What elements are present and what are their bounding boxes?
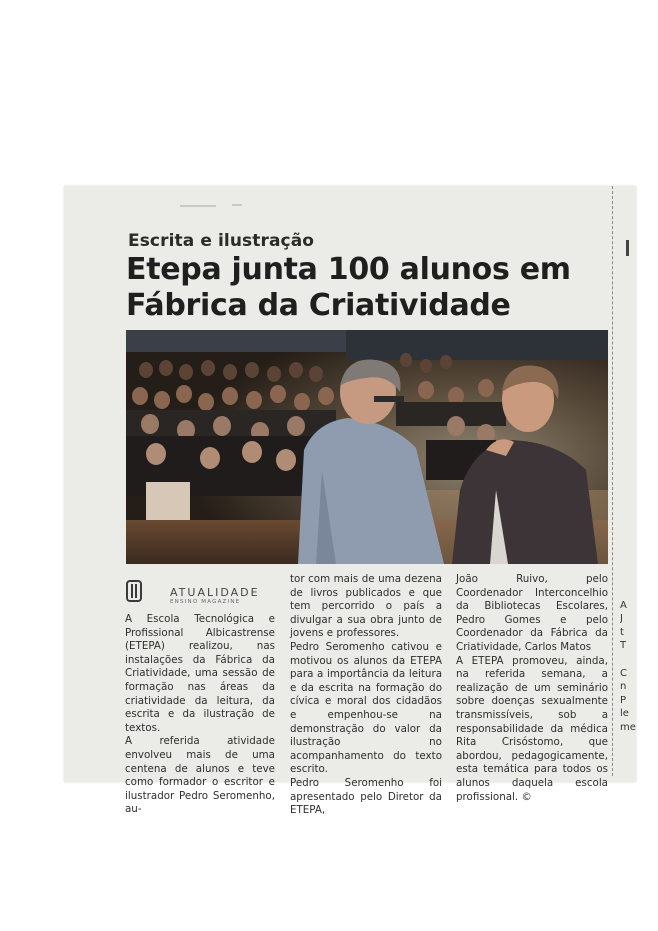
column-paragraph: tor com mais de uma dezena de livros publicados e que tem percorrido o país a divulgar a sua obra junto de jovens e professores. — [290, 573, 442, 640]
column-paragraph: João Ruivo, pelo Coordenador Interconcelhio da Bibliotecas Escolares, Pedro Gomes e pelo Coordenador da Fábrica da Criatividade, Carlos Matos — [456, 573, 608, 653]
article-kicker: Escrita e ilustração — [128, 231, 315, 251]
fragment-line: T — [620, 640, 627, 652]
section-sublabel: ENSINO MAGAZINE — [170, 599, 241, 605]
cut-line — [612, 186, 613, 776]
fragment-line: n — [620, 681, 627, 693]
fragment-line: C — [620, 667, 627, 679]
fragment-line: P — [620, 694, 627, 706]
article-photo — [126, 330, 608, 564]
fragment-line — [620, 653, 638, 667]
article-headline: Etepa junta 100 alunos em Fábrica da Criatividade — [126, 252, 571, 323]
fragment-line: A — [620, 599, 627, 611]
column-paragraph: Pedro Seromenho foi apresentado pelo Diretor da ETEPA, — [290, 776, 442, 817]
column-paragraph: Pedro Seromenho cativou e motivou os alunos da ETEPA para a importância da leitura e da escrita na formação do cívica e moral dos cidadãos e empenhou-se na demonstração do valor da ilustração no acompanhamento do texto escrito. — [290, 640, 442, 776]
paper-speckle — [232, 204, 242, 206]
column-paragraph: A Escola Tecnológica e Profissional Albicastrense (ETEPA) realizou, nas instalações da Fábrica da Criatividade, uma sessão de formação nas áreas da criatividade da leitura, da escrita e da ilustração de textos. — [125, 613, 275, 734]
article-column-3 — [456, 573, 608, 804]
adjacent-article-fragments — [620, 585, 638, 735]
ensino-magazine-logo-icon — [126, 580, 142, 602]
adjacent-article-mark — [626, 240, 629, 256]
fragment-line: le — [620, 708, 629, 720]
article-column-1 — [125, 613, 275, 817]
column-paragraph: A ETEPA promoveu, ainda, na referida semana, a realização de um seminário sobre doenças sexualmente transmissíveis, sob a responsabilidade da médica Rita Crisóstomo, que abordou, pedagogicamente, esta temática para todos os alunos daquela escola profissional. © — [456, 654, 608, 803]
fragment-line — [620, 585, 638, 599]
paper-speckle — [180, 205, 216, 207]
article-column-2 — [290, 573, 442, 818]
column-paragraph: A referida atividade envolveu mais de uma centena de alunos e teve como formador o escritor e ilustrador Pedro Seromenho, au- — [125, 735, 275, 816]
fragment-line: J — [620, 613, 623, 625]
section-label: ATUALIDADE — [170, 586, 260, 599]
fragment-line: me — [620, 721, 636, 733]
fragment-line: t — [620, 626, 624, 638]
